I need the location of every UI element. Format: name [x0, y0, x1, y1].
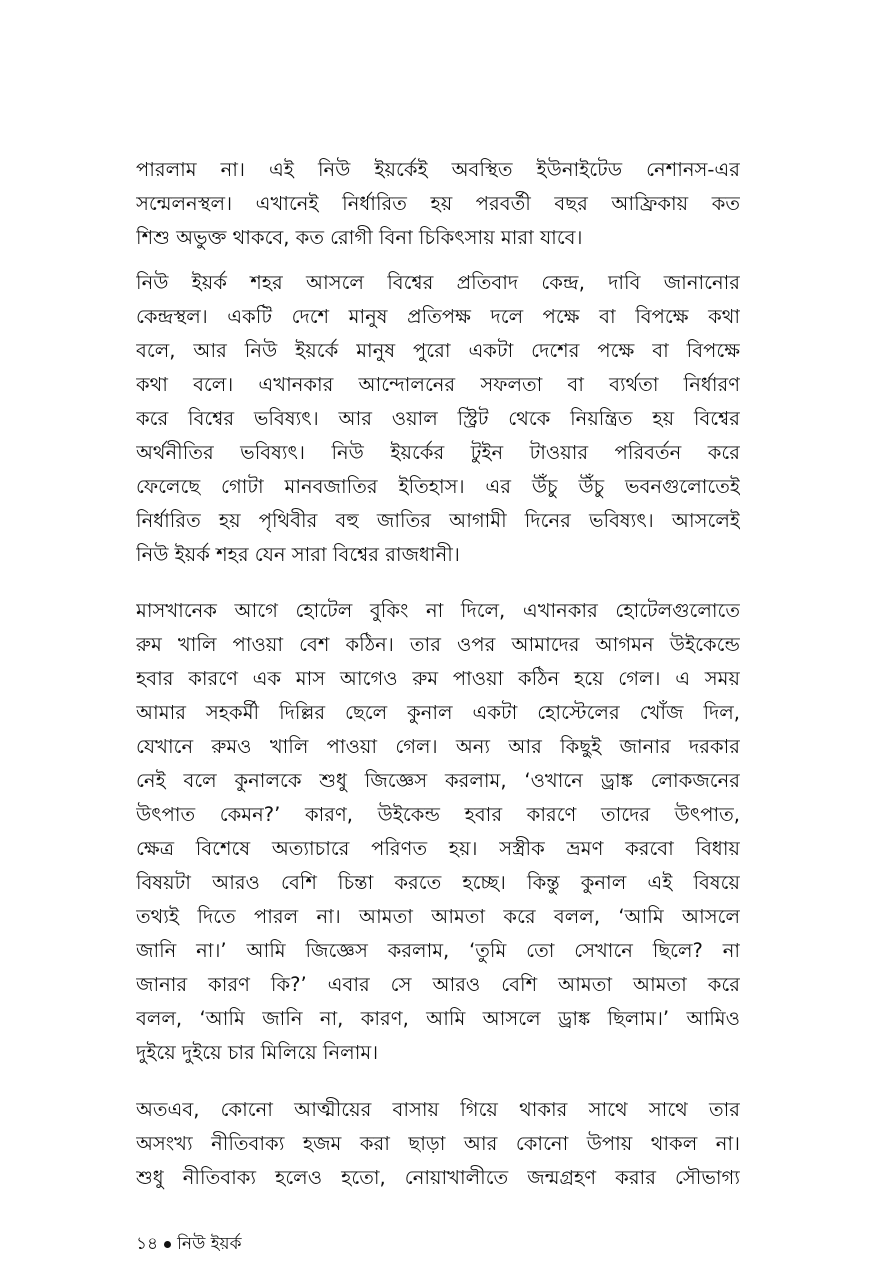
text-line: তথ্যই দিতে পারল না। আমতা আমতা করে বলল, ‘আমি আসলে	[136, 905, 740, 928]
page-number: ১৪	[136, 1234, 159, 1254]
running-title: নিউ ইয়র্ক	[177, 1234, 242, 1254]
paragraph-3	[136, 594, 740, 1070]
text-line: কথা বলে। এখানকার আন্দোলনের সফলতা বা ব্যর্থতা নির্ধারণ	[136, 373, 740, 396]
text-line: হবার কারণে এক মাস আগেও রুম পাওয়া কঠিন হয়ে গেল। এ সময়	[136, 667, 740, 690]
bullet-separator	[164, 1241, 171, 1248]
text-line: বলে, আর নিউ ইয়র্কে মানুষ পুরো একটা দেশের পক্ষে বা বিপক্ষে	[136, 339, 740, 362]
text-line: জানার কারণ কি?’ এবার সে আরও বেশি আমতা আমতা করে	[136, 973, 740, 996]
text-line: বলল, ‘আমি জানি না, কারণ, আমি আসলে ড্রাঙ্ক ছিলাম।’ আমিও	[136, 1007, 740, 1030]
text-line: সন্মেলনস্থল। এখানেই নির্ধারিত হয় পরবর্তী বছর আফ্রিকায় কত	[136, 192, 740, 215]
page-footer	[136, 1232, 241, 1256]
text-line: শিশু অভুক্ত থাকবে, কত রোগী বিনা চিকিৎসায় মারা যাবে।	[136, 226, 583, 249]
text-line: নির্ধারিত হয় পৃথিবীর বহু জাতির আগামী দিনের ভবিষ্যৎ। আসলেই	[136, 509, 740, 532]
paragraph-1	[136, 153, 740, 255]
paragraph-4	[136, 1093, 740, 1195]
text-line: উৎপাত কেমন?’ কারণ, উইকেন্ড হবার কারণে তাদের উৎপাত,	[136, 803, 740, 826]
text-line: ক্ষেত্র বিশেষে অত্যাচারে পরিণত হয়। সস্ত্রীক ভ্রমণ করবো বিধায়	[136, 837, 740, 860]
text-line: নিউ ইয়র্ক শহর আসলে বিশ্বের প্রতিবাদ কেন্দ্র, দাবি জানানোর	[136, 271, 740, 294]
text-line: বিষয়টা আরও বেশি চিন্তা করতে হচ্ছে। কিন্তু কুনাল এই বিষয়ে	[136, 871, 740, 894]
text-line: অতএব, কোনো আত্মীয়ের বাসায় গিয়ে থাকার সাথে সাথে তার	[136, 1098, 740, 1121]
text-line: শুধু নীতিবাক্য হলেও হতো, নোয়াখালীতে জন্মগ্রহণ করার সৌভাগ্য	[136, 1166, 740, 1189]
paragraph-2	[136, 266, 740, 572]
text-line: জানি না।’ আমি জিজ্ঞেস করলাম, ‘তুমি তো সেখানে ছিলে? না	[136, 939, 740, 962]
text-line: আমার সহকর্মী দিল্লির ছেলে কুনাল একটা হোস্টেলের খোঁজ দিল,	[136, 701, 740, 724]
text-line: করে বিশ্বের ভবিষ্যৎ। আর ওয়াল স্ট্রিট থেকে নিয়ন্ত্রিত হয় বিশ্বের	[136, 407, 740, 430]
text-line: নিউ ইয়র্ক শহর যেন সারা বিশ্বের রাজধানী।	[136, 543, 460, 566]
text-line: মাসখানেক আগে হোটেল বুকিং না দিলে, এখানকার হোটেলগুলোতে	[136, 599, 740, 622]
text-line: রুম খালি পাওয়া বেশ কঠিন। তার ওপর আমাদের আগমন উইকেন্ডে	[136, 633, 740, 656]
text-line: কেন্দ্রস্থল। একটি দেশে মানুষ প্রতিপক্ষ দলে পক্ষে বা বিপক্ষে কথা	[136, 305, 740, 328]
text-line: পারলাম না। এই নিউ ইয়র্কেই অবস্থিত ইউনাইটেড নেশানস-এর	[136, 158, 740, 181]
text-line: অসংখ্য নীতিবাক্য হজম করা ছাড়া আর কোনো উপায় থাকল না।	[136, 1132, 740, 1155]
text-line: অর্থনীতির ভবিষ্যৎ। নিউ ইয়র্কের টুইন টাওয়ার পরিবর্তন করে	[136, 441, 740, 464]
text-line: ফেলেছে গোটা মানবজাতির ইতিহাস। এর উঁচু উঁচু ভবনগুলোতেই	[136, 475, 740, 498]
text-line: নেই বলে কুনালকে শুধু জিজ্ঞেস করলাম, ‘ওখানে ড্রাঙ্ক লোকজনের	[136, 769, 740, 792]
text-line: দুইয়ে দুইয়ে চার মিলিয়ে নিলাম।	[136, 1041, 379, 1064]
text-line: যেখানে রুমও খালি পাওয়া গেল। অন্য আর কিছুই জানার দরকার	[136, 735, 740, 758]
